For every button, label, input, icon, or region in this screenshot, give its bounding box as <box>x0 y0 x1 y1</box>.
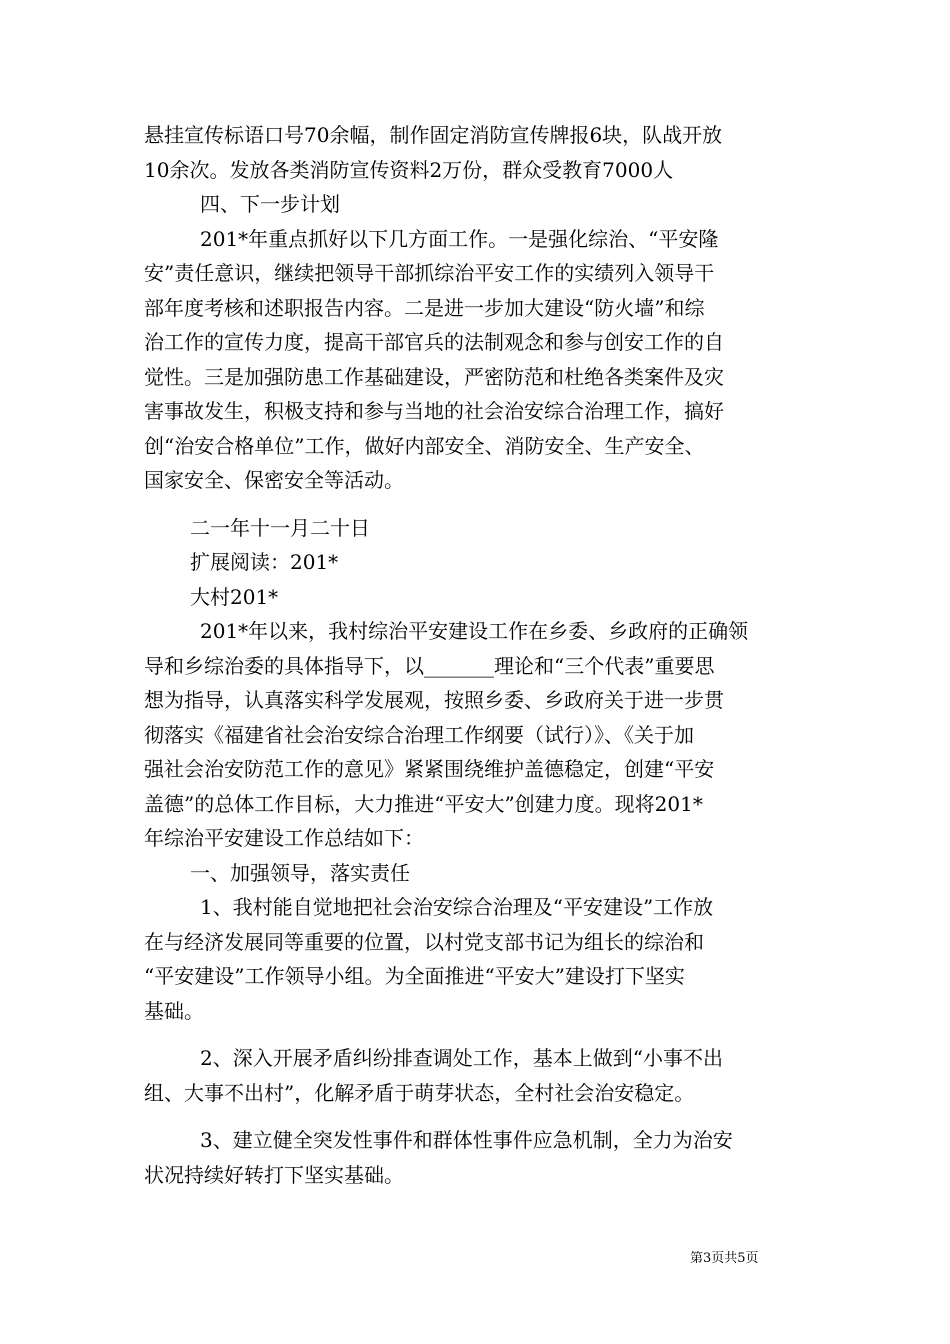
text-line: 部年度考核和述职报告内容。二是进一步加大建设“防火墙”和综 <box>144 295 705 320</box>
text-line: “平安建设”工作领导小组。为全面推进“平安大”建设打下坚实 <box>144 964 685 988</box>
text-line: 创“治安合格单位”工作，做好内部安全、消防安全、生产安全、 <box>144 433 705 458</box>
document-page <box>144 118 806 1192</box>
text-line: 害事故发生，积极支持和参与当地的社会治安综合治理工作，搞好 <box>144 399 724 423</box>
text-line: 10余次。发放各类消防宣传资料2万份，群众受教育7000人 <box>144 157 674 182</box>
date-line: 二一年十一月二十日 <box>190 515 370 540</box>
text-line: 在与经济发展同等重要的位置，以村党支部书记为组长的综治和 <box>144 929 704 954</box>
page-number: 第3页共5页 <box>690 1251 759 1266</box>
text-line: 彻落实《福建省社会治安综合治理工作纲要（试行）》、《关于加 <box>144 722 694 747</box>
text-line: 状况持续好转打下坚实基础。 <box>144 1162 404 1187</box>
text-line: 2、深入开展矛盾纠纷排查调处工作，基本上做到“小事不出 <box>200 1046 723 1070</box>
text-line: 201*年重点抓好以下几方面工作。一是强化综治、“平安隆 <box>200 226 719 251</box>
article-title: 大村201* <box>190 584 279 609</box>
text-line: 3、建立健全突发性事件和群体性事件应急机制，全力为治安 <box>200 1128 733 1152</box>
text-line: 年综治平安建设工作总结如下： <box>144 826 424 850</box>
text-line: 治工作的宣传力度，提高干部官兵的法制观念和参与创安工作的自 <box>144 330 724 354</box>
section-heading: 四、下一步计划 <box>200 192 340 216</box>
text-line: 国家安全、保密安全等活动。 <box>144 468 404 492</box>
text-line: 导和乡综治委的具体指导下，以_______理论和“三个代表”重要思 <box>144 653 715 678</box>
text-line: 强社会治安防范工作的意见》紧紧围绕维护盖德稳定，创建“平安 <box>144 757 715 781</box>
extended-reading-label: 扩展阅读：201* <box>190 550 339 574</box>
text-line: 想为指导，认真落实科学发展观，按照乡委、乡政府关于进一步贯 <box>144 688 724 712</box>
text-line: 1、我村能自觉地把社会治安综合治理及“平安建设”工作放 <box>200 895 714 919</box>
text-line: 组、大事不出村”，化解矛盾于萌芽状态，全村社会治安稳定。 <box>144 1080 695 1105</box>
text-line: 基础。 <box>144 998 204 1023</box>
text-line: 201*年以来，我村综治平安建设工作在乡委、乡政府的正确领 <box>200 619 749 643</box>
text-line: 悬挂宣传标语口号70余幅，制作固定消防宣传牌报6块，队战开放 <box>144 123 723 147</box>
text-line: 觉性。三是加强防患工作基础建设，严密防范和杜绝各类案件及灾 <box>144 364 724 389</box>
text-line: 盖德”的总体工作目标，大力推进“平安大”创建力度。现将201* <box>144 791 703 816</box>
section-heading: 一、加强领导，落实责任 <box>190 860 410 885</box>
text-line: 安”责任意识，继续把领导干部抓综治平安工作的实绩列入领导干 <box>144 261 715 285</box>
